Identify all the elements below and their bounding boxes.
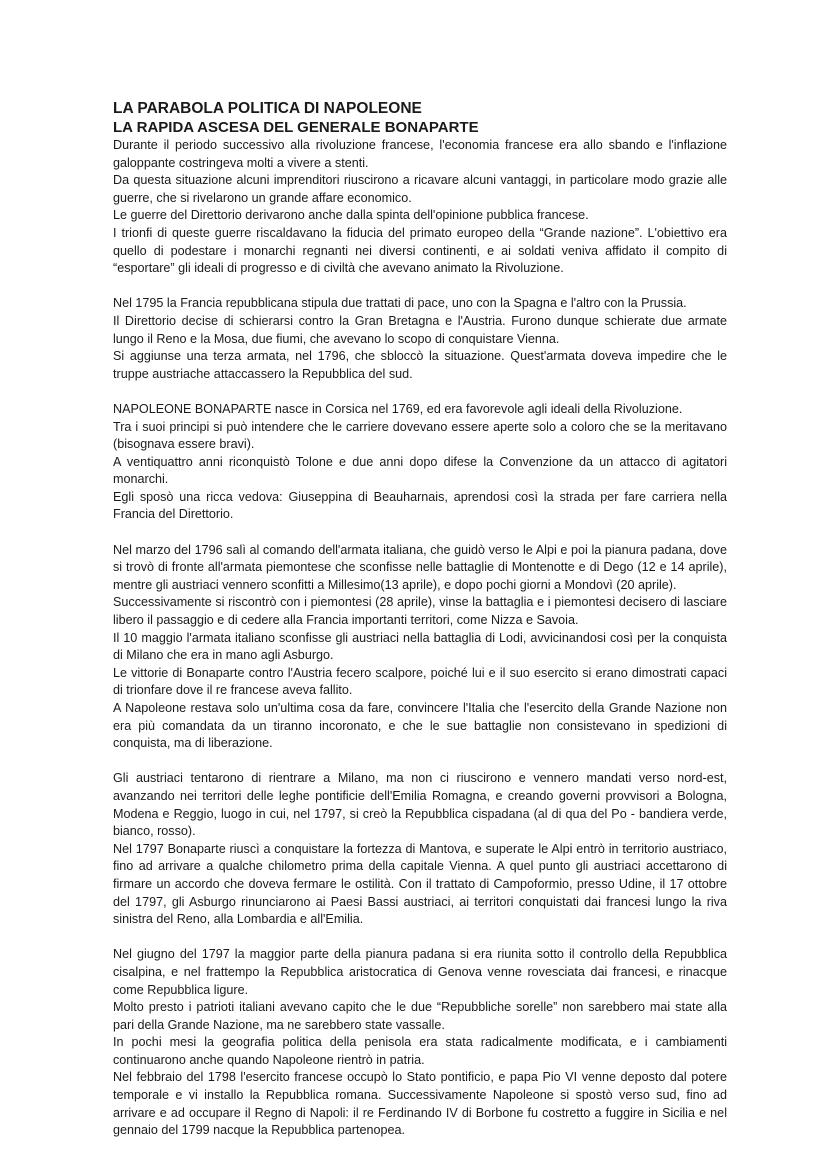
document-title: LA PARABOLA POLITICA DI NAPOLEONE — [113, 100, 422, 117]
paragraph: Le guerre del Direttorio derivarono anche dalla spinta dell'opinione pubblica francese. — [113, 208, 589, 223]
document-subtitle: LA RAPIDA ASCESA DEL GENERALE BONAPARTE — [113, 119, 479, 136]
paragraph: Egli sposò una ricca vedova: Giuseppina di Beauharnais, aprendosi così la strada per fare carriera nella Francia del Direttorio. — [113, 489, 727, 522]
paragraph: Gli austriaci tentarono di rientrare a Milano, ma non ci riuscirono e vennero mandati verso nord-est, avanzando nei territori delle leghe pontificie dell'Emilia Romagna, e creando governi provvisori a Bologna, Modena e Reggio, luogo in cui, nel 1797, si creò la Repubblica cispadana (al di qua del Po - bandiera verde, bianco, rosso). — [113, 771, 727, 839]
paragraph: Molto presto i patrioti italiani avevano capito che le due “Repubbliche sorelle” non sarebbero mai state alla pari della Grande Nazione, ma ne sarebbero state vassalle. — [113, 1000, 727, 1032]
paragraph: Le vittorie di Bonaparte contro l'Austria fecero scalpore, poiché lui e il suo esercito si erano dimostrati capaci di trionfare dove il re francese aveva fallito. — [113, 665, 727, 698]
paragraph: In pochi mesi la geografia politica della penisola era stata radicalmente modificata, e i cambiamenti continuarono anche quando Napoleone rientrò in patria. — [113, 1035, 727, 1067]
paragraph: Da questa situazione alcuni imprenditori riuscirono a ricavare alcuni vantaggi, in particolare modo grazie alle guerre, che si rivelarono un grande affare economico. — [113, 173, 727, 205]
text-section — [113, 770, 727, 928]
paragraph: Durante il periodo successivo alla rivoluzione francese, l'economia francese era allo sbando e l'inflazione galoppante costringeva molti a vivere a stenti. — [113, 138, 727, 170]
document-body — [113, 137, 727, 1140]
text-section — [113, 542, 727, 753]
document-page — [113, 99, 727, 1157]
text-section — [113, 946, 727, 1140]
paragraph: A ventiquattro anni riconquistò Tolone e due anni dopo difese la Convenzione da un attacco di agitatori monarchi. — [113, 454, 727, 487]
paragraph: Nel marzo del 1796 salì al comando dell'armata italiana, che guidò verso le Alpi e poi la pianura padana, dove si trovò di fronte all'armata piemontese che sconfisse nelle battaglie di Montenotte e di Dego (12 e 14 aprile), mentre gli austriaci vennero sconfitti a Millesimo(13 aprile), e dopo pochi giorni a Mondovì (20 aprile). — [113, 542, 727, 592]
paragraph: NAPOLEONE BONAPARTE nasce in Corsica nel 1769, ed era favorevole agli ideali della Rivoluzione. — [113, 401, 683, 416]
paragraph: A Napoleone restava solo un'ultima cosa da fare, convincere l'Italia che l'esercito della Grande Nazione non era più comandata da un tiranno incoronato, e che le sue battaglie non consistevano in spedizioni di conquista, ma di liberazione. — [113, 701, 727, 751]
paragraph: Il 10 maggio l'armata italiano sconfisse gli austriaci nella battaglia di Lodi, avvicinandosi così per la conquista di Milano che era in mano agli Asburgo. — [113, 630, 727, 663]
paragraph: Nel 1797 Bonaparte riuscì a conquistare la fortezza di Mantova, e superate le Alpi entrò in territorio austriaco, fino ad arrivare a qualche chilometro prima della capitale Vienna. A quel punto gli austriaci accettarono di firmare un accordo che doveva fermare le ostilità. Con il trattato di Campoformio, presso Udine, il 17 ottobre del 1797, gli Asburgo rinunciarono ai Paesi Bassi austriaci, ai territori conquistati dai francesi lungo la riva sinistra del Reno, alla Lombardia e all'Emilia. — [113, 841, 727, 927]
paragraph: Nel febbraio del 1798 l'esercito francese occupò lo Stato pontificio, e papa Pio VI venne deposto dal potere temporale e vi installo la Repubblica romana. Successivamente Napoleone si spostò verso sud, fino ad arrivare e ad occupare il Regno di Napoli: il re Ferdinando IV di Borbone fu costretto a fuggire in Sicilia e nel gennaio del 1799 nacque la Repubblica partenopea. — [113, 1070, 727, 1138]
paragraph: Nel giugno del 1797 la maggior parte della pianura padana si era riunita sotto il controllo della Repubblica cisalpina, e nel frattempo la Repubblica aristocratica di Genova venne rovesciata dai francesi, e rinacque come Repubblica ligure. — [113, 947, 727, 997]
paragraph: Si aggiunse una terza armata, nel 1796, che sbloccò la situazione. Quest'armata doveva impedire che le truppe austriache attaccassero la Repubblica del sud. — [113, 349, 727, 381]
paragraph: I trionfi di queste guerre riscaldavano la fiducia del primato europeo della “Grande nazione”. L'obiettivo era quello di podestare i monarchi regnanti nei diversi continenti, e ai soldati veniva affidato il compito di “esportare” gli ideali di progresso e di civiltà che avevano animato la Rivoluzione. — [113, 225, 727, 276]
text-section — [113, 295, 727, 383]
text-section — [113, 137, 727, 278]
paragraph: Successivamente si riscontrò con i piemontesi (28 aprile), vinse la battaglia e i piemontesi decisero di lasciare libero il passaggio e di cedere alla Francia importanti territori, come Nizza e Savoia. — [113, 595, 727, 628]
paragraph: Tra i suoi principi si può intendere che le carriere dovevano essere aperte solo a coloro che se la meritavano (bisognava essere bravi). — [113, 419, 727, 452]
paragraph: Il Direttorio decise di schierarsi contro la Gran Bretagna e l'Austria. Furono dunque schierate due armate lungo il Reno e la Mosa, due fiumi, che avevano lo scopo di conquistare Vienna. — [113, 313, 727, 346]
text-section — [113, 401, 727, 524]
paragraph: Nel 1795 la Francia repubblicana stipula due trattati di pace, uno con la Spagna e l'altro con la Prussia. — [113, 296, 687, 311]
